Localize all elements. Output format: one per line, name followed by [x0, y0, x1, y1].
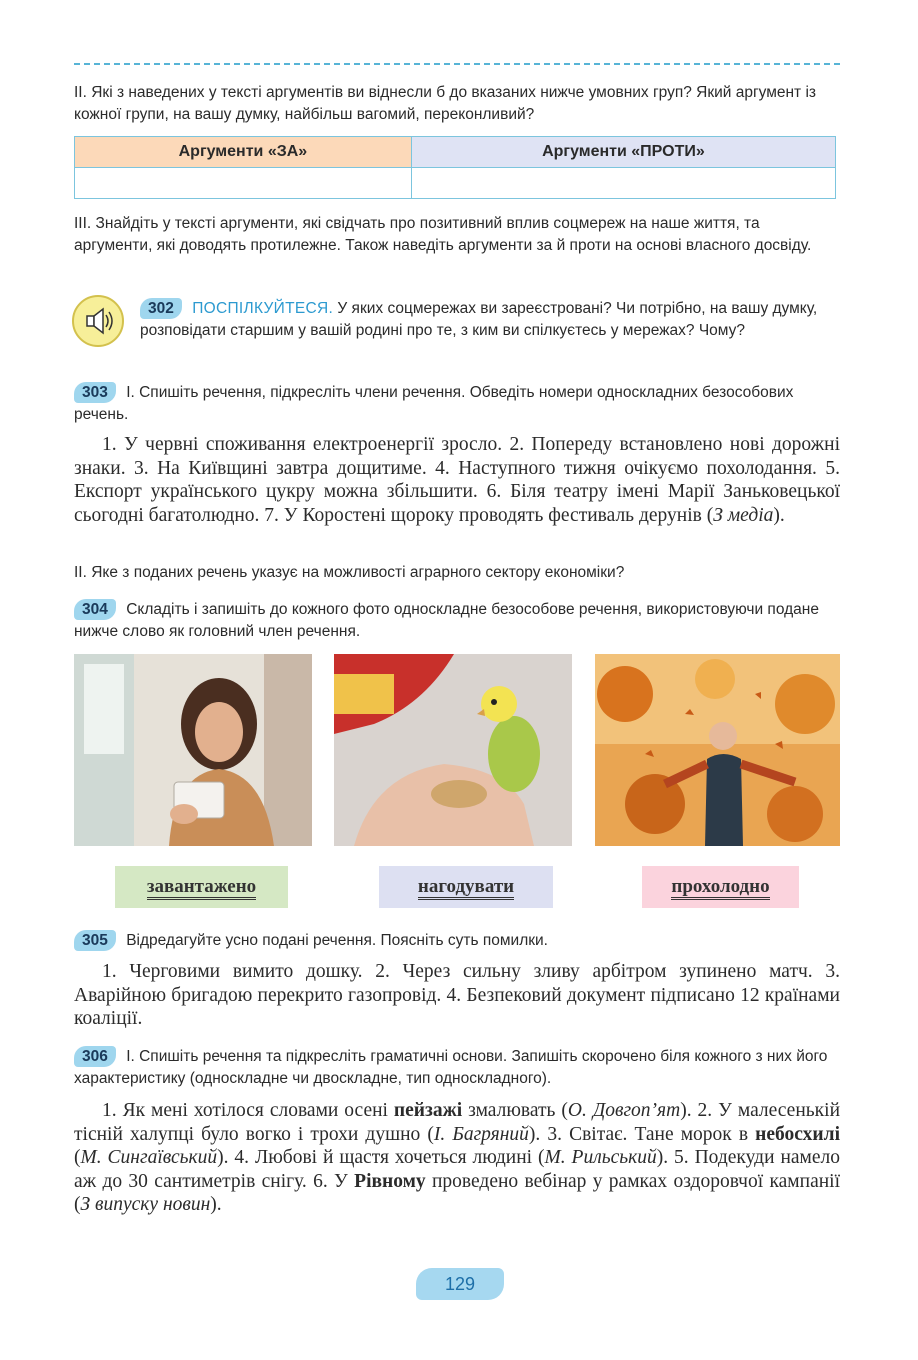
- exercise-302-heading: ПОСПІЛКУЙТЕСЯ.: [192, 300, 334, 317]
- task-ii-text: II. Які з наведених у тексті аргументів ви віднесли б до вказаних нижче умовних груп? Який аргумент із кожної групи, на вашу думку, найбільш вагомий, переконливий?: [74, 84, 816, 123]
- cell-proty-empty: [411, 168, 835, 199]
- s2a: ). 2. У малесенькій тісній халупці було вогко і трохи душно (: [74, 1100, 840, 1145]
- exercise-305-text: 1. Черговими вимито дошку. 2. Через сильну зливу арбітром зупинено матч. 3. Аварійною бригадою перекрито газопровід. 4. Безпековий документ підписано 12 країнами коаліції.: [74, 961, 840, 1029]
- exercise-302-text: У яких соцмережах ви зареєстровані? Чи потрібно, на вашу думку, розповідати старшим у вашій родині про те, з ким ви спілкуєтесь у мережах? Чому?: [140, 300, 818, 339]
- source-media: З медіа: [713, 504, 774, 526]
- exercise-number-302: 302: [140, 298, 182, 319]
- photo-autumn-leaves: [595, 654, 840, 846]
- s4a: ). 4. Любові й щастя хочеться людині (: [217, 1147, 545, 1168]
- exercise-306-sentences: [74, 1099, 840, 1217]
- word-label-1: [115, 866, 288, 908]
- exercise-303-task: [74, 382, 840, 426]
- exercise-304-task: [74, 599, 840, 643]
- exercise-304-task-text: Складіть і запишіть до кожного фото односкладне безособове речення, використовуючи подане нижче слово як головний член речення.: [74, 601, 819, 640]
- word-label-2: [379, 866, 553, 908]
- column-header-proty: Аргументи «ПРОТИ»: [411, 137, 835, 168]
- exercise-305-sentences: [74, 960, 840, 1031]
- exercise-number-306: 306: [74, 1046, 116, 1067]
- exercise-303-text: 1. У червні споживання електроенергії зросло. 2. Попереду встановлено нові дорожні знаки. 3. На Київщині завтра дощитиме. 4. Наступного тижня очікуємо похолодання. 5. Експорт українського цукру можна збільшити. 6. Біля театру імені Марії Заньковецької сьогодні багатолюдно. 7. У Коростені щороку проводять фестиваль дерунів (: [74, 434, 840, 526]
- exercise-305-task: [74, 930, 840, 952]
- column-header-za: Аргументи «ЗА»: [75, 137, 412, 168]
- exercise-303-task2: [74, 562, 840, 584]
- s3c: (: [74, 1147, 81, 1168]
- word-label-1-text: завантажено: [147, 876, 256, 900]
- word-label-2-text: нагодувати: [418, 876, 514, 900]
- s3b: небосхилі: [755, 1123, 840, 1145]
- exercise-number-304: 304: [74, 599, 116, 620]
- exercise-303-task2-text: II. Яке з поданих речень указує на можливості аграрного сектору економіки?: [74, 564, 625, 581]
- s5a: ). 5. Подекуди намело аж до 30 сантиметрів снігу. 6. У: [74, 1147, 841, 1192]
- s5d: З випуску новин: [80, 1194, 211, 1215]
- s2b: І. Багряний: [433, 1123, 529, 1145]
- photo-woman-tablet: [74, 654, 312, 846]
- exercise-305-task-text: Відредагуйте усно подані речення. Поясніть суть помилки.: [126, 932, 548, 949]
- s1d: О. Довгоп’ят: [567, 1100, 681, 1121]
- s4b: М. Рильський: [544, 1147, 657, 1168]
- speaker-icon: [72, 295, 124, 347]
- page-number: 129: [416, 1268, 504, 1300]
- exercise-303-sentences: [74, 433, 840, 527]
- word-label-3: [642, 866, 799, 908]
- s5c: проведено вебінар у рамках оздоровчої кампанії (: [74, 1170, 840, 1215]
- task-ii-question: [74, 82, 840, 126]
- task-iii-text: III. Знайдіть у тексті аргументи, які свідчать про позитивний вплив соцмереж на наше життя, та аргументи, які доводять протилежне. Також наведіть аргументи за й проти на основі власного досвіду.: [74, 215, 812, 254]
- arguments-table: [74, 136, 840, 199]
- exercise-303-task-text: I. Спишіть речення, підкресліть члени речення. Обведіть номери односкладних безособових речень.: [74, 384, 794, 423]
- exercise-302: [140, 298, 840, 342]
- s1a: 1. Як мені хотілося словами осені: [102, 1100, 394, 1121]
- top-dashed-divider: [74, 63, 840, 65]
- exercise-306-task: [74, 1046, 840, 1090]
- photo-parrot-hand: [334, 654, 572, 846]
- task-iii: [74, 213, 840, 257]
- s1c: змалювать (: [462, 1100, 568, 1121]
- source-close: ).: [773, 504, 785, 526]
- s3d: М. Сингаївський: [80, 1147, 218, 1168]
- exercise-number-305: 305: [74, 930, 116, 951]
- s1b: пейзажі: [393, 1100, 463, 1121]
- word-label-3-text: прохолодно: [671, 876, 769, 900]
- exercise-number-303: 303: [74, 382, 116, 403]
- s3a: ). 3. Світає. Тане морок в: [528, 1123, 756, 1145]
- s5b: Рівному: [354, 1170, 426, 1192]
- exercise-306-task-text: I. Спишіть речення та підкресліть граматичні основи. Запишіть скорочено біля кожного з них його характеристику (односкладне чи двоскладне, тип односкладного).: [74, 1048, 828, 1087]
- cell-za-empty: [75, 168, 412, 199]
- s5e: ).: [210, 1194, 222, 1215]
